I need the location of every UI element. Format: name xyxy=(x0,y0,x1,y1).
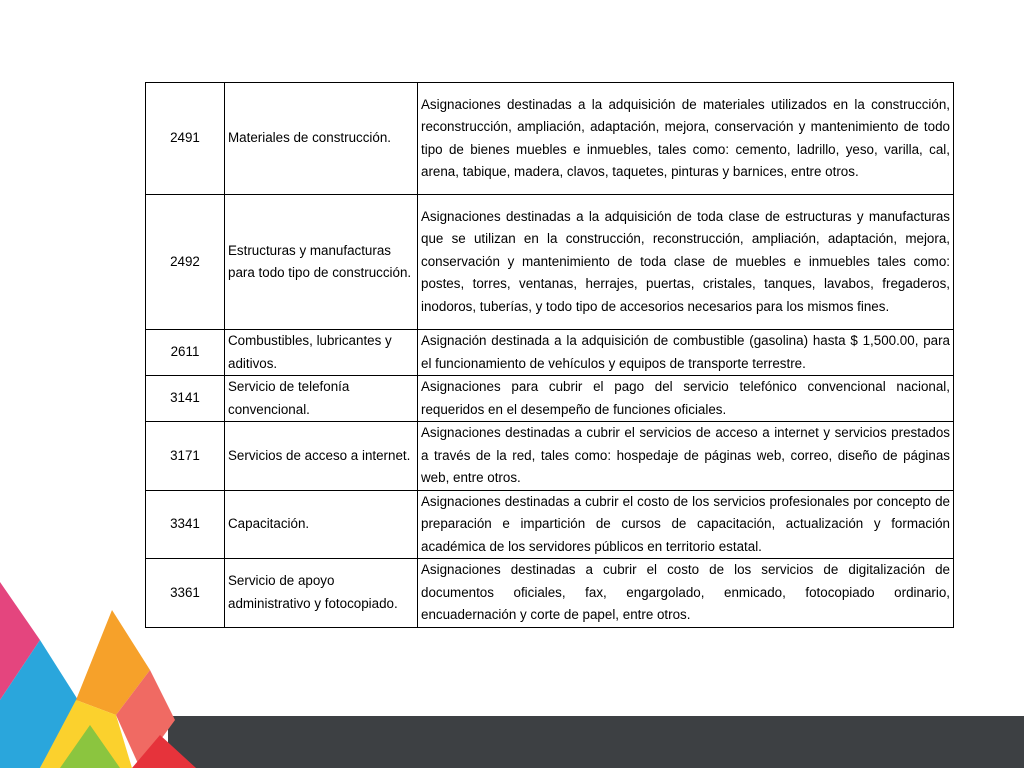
row-concept: Materiales de construcción. xyxy=(225,83,418,195)
row-description: Asignaciones destinadas a cubrir el costo de los servicios de digitalización de documentos oficiales, fax, engargolado, enmicado, fotocopiado ordinario, encuadernación y corte de papel, entre otros. xyxy=(418,559,954,628)
row-description: Asignaciones destinadas a cubrir el servicios de acceso a internet y servicios prestados a través de la red, tales como: hospedaje de páginas web, correo, diseño de páginas web, entre otros. xyxy=(418,422,954,491)
row-description: Asignaciones destinadas a la adquisición de materiales utilizados en la construcción, reconstrucción, ampliación, adaptación, mejora, conservación y mantenimiento de todo tipo de bienes muebles e inmuebles, tales como: cemento, ladrillo, yeso, varilla, cal, arena, tabique, madera, clavos, taquetes, pinturas y barnices, entre otros. xyxy=(418,83,954,195)
row-code: 3171 xyxy=(146,422,225,491)
row-concept: Servicios de acceso a internet. xyxy=(225,422,418,491)
row-description: Asignaciones para cubrir el pago del servicio telefónico convencional nacional, requeridos en el desempeño de funciones oficiales. xyxy=(418,376,954,422)
row-code: 2492 xyxy=(146,195,225,330)
row-concept: Servicio de telefonía convencional. xyxy=(225,376,418,422)
row-code: 2491 xyxy=(146,83,225,195)
row-code: 3361 xyxy=(146,559,225,628)
row-concept: Capacitación. xyxy=(225,490,418,559)
row-description: Asignaciones destinadas a la adquisición de toda clase de estructuras y manufacturas que se utilizan en la construcción, reconstrucción, ampliación, adaptación, mejora, conservación y mantenimiento de toda clase de muebles e inmuebles tales como: postes, torres, ventanas, herrajes, puertas, cristales, tanques, lavabos, fregaderos, inodoros, tuberías, y todo tipo de accesorios necesarios para los mismos fines. xyxy=(418,195,954,330)
row-code: 3141 xyxy=(146,376,225,422)
row-code: 3341 xyxy=(146,490,225,559)
row-concept: Servicio de apoyo administrativo y fotocopiado. xyxy=(225,559,418,628)
row-description: Asignaciones destinadas a cubrir el costo de los servicios profesionales por concepto de preparación e impartición de cursos de capacitación, actualización y formación académica de los servidores públicos en territorio estatal. xyxy=(418,490,954,559)
row-concept: Combustibles, lubricantes y aditivos. xyxy=(225,330,418,376)
row-concept: Estructuras y manufacturas para todo tipo de construcción. xyxy=(225,195,418,330)
row-description: Asignación destinada a la adquisición de combustible (gasolina) hasta $ 1,500.00, para el funcionamiento de vehículos y equipos de transporte terrestre. xyxy=(418,330,954,376)
row-code: 2611 xyxy=(146,330,225,376)
